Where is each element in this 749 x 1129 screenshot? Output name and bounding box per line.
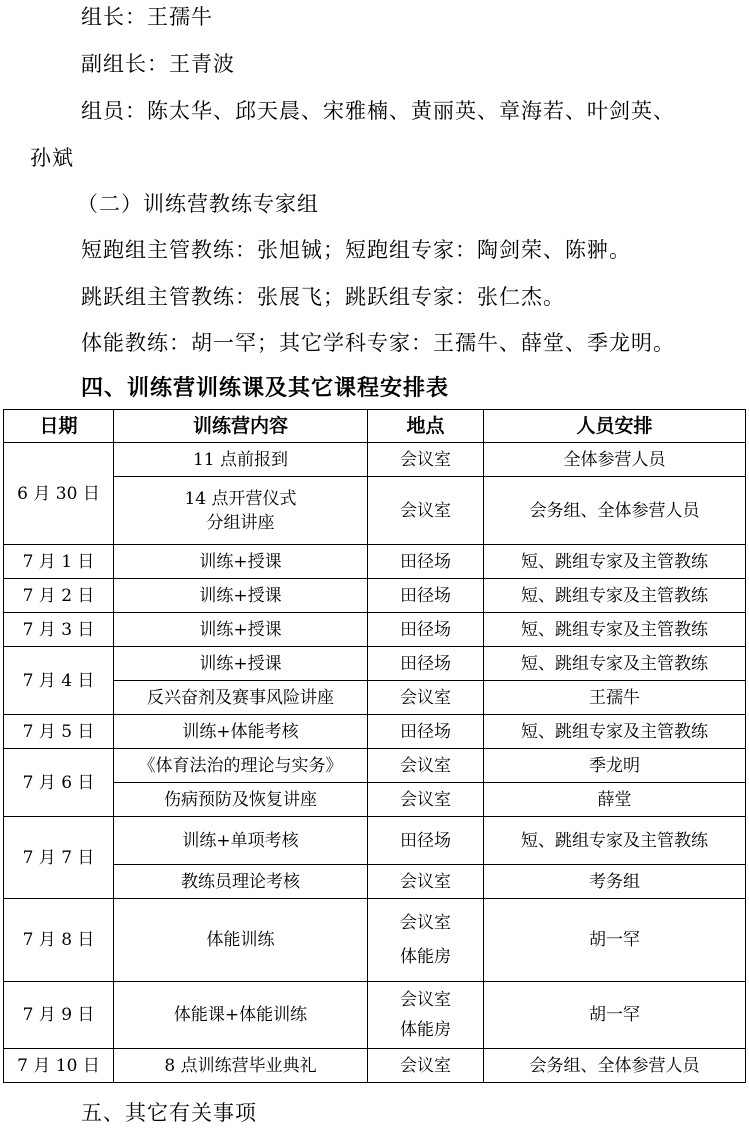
date-cell: 7 月 8 日	[4, 899, 114, 982]
staff-cell: 短、跳组专家及主管教练	[484, 579, 746, 613]
content-cell: 体能课+体能训练	[114, 982, 368, 1049]
content-cell: 训练+授课	[114, 579, 368, 613]
table-row	[4, 1049, 746, 1083]
date-cell: 7 月 7 日	[4, 817, 114, 899]
content-cell	[114, 477, 368, 545]
date-cell: 7 月 4 日	[4, 647, 114, 715]
content-cell: 8 点训练营毕业典礼	[114, 1049, 368, 1083]
date-cell: 7 月 1 日	[4, 545, 114, 579]
place-cell: 会议室	[368, 865, 484, 899]
table-row	[4, 647, 746, 681]
place-cell: 会议室	[368, 749, 484, 783]
content-cell: 伤病预防及恢复讲座	[114, 783, 368, 817]
table-header-row	[4, 410, 746, 443]
content-cell: 反兴奋剂及赛事风险讲座	[114, 681, 368, 715]
table-row	[4, 817, 746, 865]
table-row	[4, 749, 746, 783]
content-cell: 《体育法治的理论与实务》	[114, 749, 368, 783]
table-row	[4, 865, 746, 899]
staff-cell: 短、跳组专家及主管教练	[484, 647, 746, 681]
date-cell: 7 月 3 日	[4, 613, 114, 647]
content-cell: 训练+体能考核	[114, 715, 368, 749]
table-row	[4, 681, 746, 715]
place-cell: 田径场	[368, 715, 484, 749]
date-cell: 7 月 2 日	[4, 579, 114, 613]
content-cell: 训练+授课	[114, 613, 368, 647]
staff-cell: 短、跳组专家及主管教练	[484, 545, 746, 579]
table-row	[4, 477, 746, 545]
staff-cell: 短、跳组专家及主管教练	[484, 817, 746, 865]
content-cell: 训练+单项考核	[114, 817, 368, 865]
place-cell: 田径场	[368, 545, 484, 579]
content-cell: 训练+授课	[114, 647, 368, 681]
table-row	[4, 899, 746, 982]
date-cell: 6 月 30 日	[4, 443, 114, 545]
content-cell: 11 点前报到	[114, 443, 368, 477]
section-four-title: 四、训练营训练课及其它课程安排表	[81, 376, 450, 401]
table-row	[4, 613, 746, 647]
staff-cell: 胡一罕	[484, 899, 746, 982]
table-row	[4, 579, 746, 613]
staff-cell: 会务组、全体参营人员	[484, 477, 746, 545]
date-cell: 7 月 6 日	[4, 749, 114, 817]
place-line: 体能房	[400, 1020, 451, 1040]
place-cell: 田径场	[368, 613, 484, 647]
staff-cell: 胡一罕	[484, 982, 746, 1049]
place-cell: 会议室	[368, 783, 484, 817]
section-five-title: 五、其它有关事项	[81, 1101, 257, 1125]
place-cell: 会议室	[368, 1049, 484, 1083]
date-cell: 7 月 9 日	[4, 982, 114, 1049]
text-line-leader: 组长：王孺牛	[81, 5, 213, 29]
staff-cell: 薛堂	[484, 783, 746, 817]
place-cell	[368, 899, 484, 982]
text-line-members-cont: 孙斌	[30, 146, 74, 170]
staff-cell: 会务组、全体参营人员	[484, 1049, 746, 1083]
place-cell: 会议室	[368, 681, 484, 715]
content-cell: 教练员理论考核	[114, 865, 368, 899]
text-line-jump: 跳跃组主管教练：张展飞；跳跃组专家：张仁杰。	[81, 285, 565, 309]
date-cell: 7 月 10 日	[4, 1049, 114, 1083]
subsection-heading-expert-group: （二）训练营教练专家组	[77, 192, 319, 216]
content-line: 分组讲座	[206, 512, 275, 533]
schedule-table	[3, 409, 746, 1083]
place-cell: 田径场	[368, 817, 484, 865]
header-content: 训练营内容	[114, 410, 368, 443]
place-cell: 田径场	[368, 579, 484, 613]
content-cell: 体能训练	[114, 899, 368, 982]
place-cell: 会议室	[368, 477, 484, 545]
staff-cell: 王孺牛	[484, 681, 746, 715]
text-line-deputy: 副组长：王青波	[81, 52, 235, 76]
place-line: 会议室	[400, 913, 451, 933]
date-cell: 7 月 5 日	[4, 715, 114, 749]
place-cell	[368, 982, 484, 1049]
table-row	[4, 545, 746, 579]
place-cell: 会议室	[368, 443, 484, 477]
table-row	[4, 443, 746, 477]
header-staff: 人员安排	[484, 410, 746, 443]
staff-cell: 考务组	[484, 865, 746, 899]
staff-cell: 季龙明	[484, 749, 746, 783]
place-line: 会议室	[400, 990, 451, 1010]
staff-cell: 短、跳组专家及主管教练	[484, 715, 746, 749]
content-cell: 训练+授课	[114, 545, 368, 579]
staff-cell: 短、跳组专家及主管教练	[484, 613, 746, 647]
content-line: 14 点开营仪式	[184, 488, 297, 509]
text-line-fitness: 体能教练：胡一罕；其它学科专家：王孺牛、薛堂、季龙明。	[81, 331, 675, 355]
text-line-members: 组员：陈太华、邱天晨、宋雅楠、黄丽英、章海若、叶剑英、	[81, 99, 675, 123]
text-line-sprint: 短跑组主管教练：张旭铖；短跑组专家：陶剑荣、陈翀。	[81, 238, 631, 262]
table-row	[4, 783, 746, 817]
table-row	[4, 982, 746, 1049]
staff-cell: 全体参营人员	[484, 443, 746, 477]
header-date: 日期	[4, 410, 114, 443]
place-cell: 田径场	[368, 647, 484, 681]
table-row	[4, 715, 746, 749]
place-line: 体能房	[400, 947, 451, 967]
header-place: 地点	[368, 410, 484, 443]
